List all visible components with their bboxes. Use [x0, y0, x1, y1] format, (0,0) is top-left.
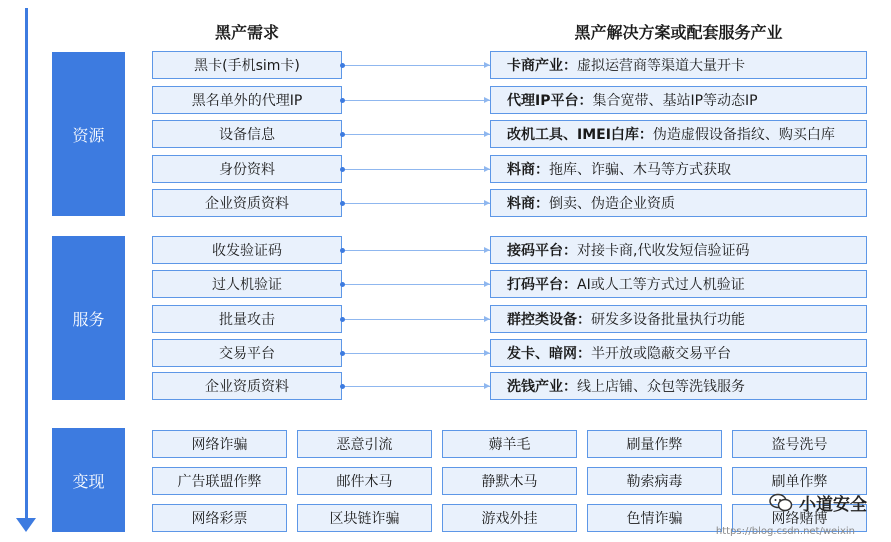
- monetize-item: 盗号洗号: [732, 430, 867, 458]
- monetize-item: 恶意引流: [297, 430, 432, 458]
- monetize-item: 游戏外挂: [442, 504, 577, 532]
- flow-axis-arrow-icon: [16, 518, 36, 532]
- solution-box: [490, 120, 867, 148]
- solution-title: 接码平台：: [507, 243, 577, 259]
- solution-box: [490, 86, 867, 114]
- monetize-item: 网络诈骗: [152, 430, 287, 458]
- watermark-url: https://blog.csdn.net/weixin: [715, 526, 855, 537]
- need-box: 企业资质资料: [152, 189, 342, 217]
- connector-arrow: [342, 319, 490, 320]
- connector-dot-icon: [340, 282, 345, 287]
- monetize-item: 区块链诈骗: [297, 504, 432, 532]
- monetize-item: 刷单作弊: [732, 467, 867, 495]
- connector-arrow: [342, 353, 490, 354]
- solution-box: [490, 270, 867, 298]
- solution-desc: 半开放或隐蔽交易平台: [591, 346, 731, 362]
- solution-title: 料商：: [507, 196, 549, 212]
- solution-title: 洗钱产业：: [507, 379, 577, 395]
- connector-arrow: [342, 250, 490, 251]
- header-needs: 黑产需求: [214, 23, 279, 42]
- header-solutions: 黑产解决方案或配套服务产业: [574, 23, 783, 42]
- connector-dot-icon: [340, 63, 345, 68]
- monetize-item: 网络赌博: [732, 504, 867, 532]
- need-box: 黑名单外的代理IP: [152, 86, 342, 114]
- need-box: 身份资料: [152, 155, 342, 183]
- solution-title: 料商：: [507, 162, 549, 178]
- connector-arrow: [342, 284, 490, 285]
- solution-title: 卡商产业：: [507, 58, 577, 74]
- monetize-item: 色情诈骗: [587, 504, 722, 532]
- connector-dot-icon: [340, 351, 345, 356]
- connector-dot-icon: [340, 384, 345, 389]
- solution-desc: AI或人工等方式过人机验证: [577, 277, 745, 293]
- solution-box: [490, 155, 867, 183]
- monetize-item: 勒索病毒: [587, 467, 722, 495]
- monetize-item: 刷量作弊: [587, 430, 722, 458]
- connector-arrow: [342, 100, 490, 101]
- solution-box: [490, 236, 867, 264]
- solution-desc: 虚拟运营商等渠道大量开卡: [577, 58, 745, 74]
- connector-arrow: [342, 386, 490, 387]
- flow-axis-line: [25, 8, 28, 523]
- solution-title: 群控类设备：: [507, 312, 591, 328]
- solution-box: [490, 189, 867, 217]
- solution-title: 发卡、暗网：: [507, 346, 591, 362]
- monetize-item: 静默木马: [442, 467, 577, 495]
- connector-dot-icon: [340, 317, 345, 322]
- solution-title: 改机工具、IMEI白库：: [507, 127, 653, 143]
- solution-box: [490, 372, 867, 400]
- connector-arrow: [342, 65, 490, 66]
- monetize-item: 邮件木马: [297, 467, 432, 495]
- solution-title: 代理IP平台：: [507, 93, 593, 109]
- solution-box: [490, 339, 867, 367]
- connector-arrow: [342, 169, 490, 170]
- wechat-icon: [769, 493, 793, 513]
- need-box: 企业资质资料: [152, 372, 342, 400]
- connector-arrow: [342, 134, 490, 135]
- solution-desc: 拖库、诈骗、木马等方式获取: [549, 162, 731, 178]
- connector-dot-icon: [340, 98, 345, 103]
- solution-desc: 研发多设备批量执行功能: [591, 312, 745, 328]
- connector-dot-icon: [340, 201, 345, 206]
- need-box: 过人机验证: [152, 270, 342, 298]
- category-monetize: 变现: [52, 428, 125, 532]
- monetize-item: 网络彩票: [152, 504, 287, 532]
- watermark-text: 小道安全: [799, 495, 867, 515]
- category-service: 服务: [52, 236, 125, 400]
- need-box: 交易平台: [152, 339, 342, 367]
- solution-box: [490, 51, 867, 79]
- connector-dot-icon: [340, 167, 345, 172]
- watermark: [769, 490, 867, 515]
- solution-desc: 对接卡商,代收发短信验证码: [577, 243, 750, 259]
- need-box: 黑卡(手机sim卡): [152, 51, 342, 79]
- solution-title: 打码平台：: [507, 277, 577, 293]
- connector-dot-icon: [340, 248, 345, 253]
- monetize-item: 薅羊毛: [442, 430, 577, 458]
- need-box: 批量攻击: [152, 305, 342, 333]
- monetize-item: 广告联盟作弊: [152, 467, 287, 495]
- solution-desc: 集合宽带、基站IP等动态IP: [592, 93, 758, 109]
- category-resource: 资源: [52, 52, 125, 216]
- connector-dot-icon: [340, 132, 345, 137]
- solution-desc: 倒卖、伪造企业资质: [549, 196, 675, 212]
- solution-box: [490, 305, 867, 333]
- need-box: 设备信息: [152, 120, 342, 148]
- solution-desc: 线上店铺、众包等洗钱服务: [577, 379, 745, 395]
- solution-desc: 伪造虚假设备指纹、购买白库: [652, 127, 835, 143]
- connector-arrow: [342, 203, 490, 204]
- need-box: 收发验证码: [152, 236, 342, 264]
